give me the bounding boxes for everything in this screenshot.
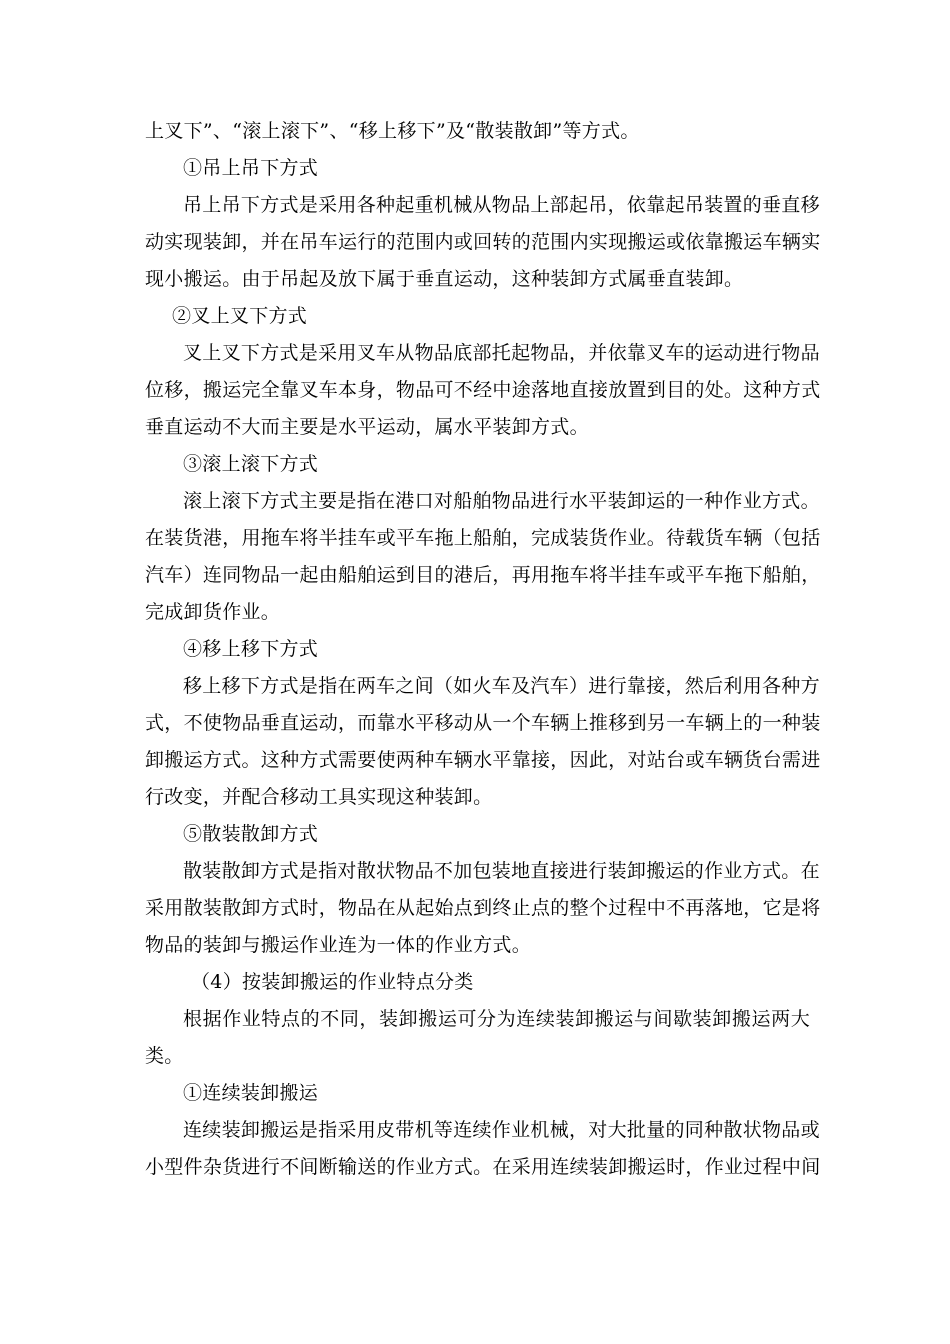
text-line: 连续装卸搬运是指采用皮带机等连续作业机械，对大批量的同种散状物品或 [183, 1119, 820, 1141]
text-line: 采用散装散卸方式时，物品在从起始点到终止点的整个过程中不再落地，它是将 [145, 897, 821, 919]
subheading: ⑤散装散卸方式 [183, 823, 319, 845]
text-line: 卸搬运方式。这种方式需要使两种车辆水平靠接，因此，对站台或车辆货台需进 [145, 749, 821, 771]
subheading: ①连续装卸搬运 [183, 1082, 319, 1104]
text-line: 根据作业特点的不同，装卸搬运可分为连续装卸搬运与间歇装卸搬运两大 [183, 1008, 810, 1030]
subheading: ②叉上叉下方式 [172, 305, 308, 327]
text-line: 动实现装卸，并在吊车运行的范围内或回转的范围内实现搬运或依靠搬运车辆实 [145, 231, 821, 253]
text-line: 移上移下方式是指在两车之间（如火车及汽车）进行靠接，然后利用各种方 [183, 675, 820, 697]
text-line: 汽车）连同物品一起由船舶运到目的港后，再用拖车将半挂车或平车拖下船舶， [145, 564, 821, 586]
text-line: 垂直运动不大而主要是水平运动，属水平装卸方式。 [145, 416, 589, 438]
text-line: 滚上滚下方式主要是指在港口对船舶物品进行水平装卸运的一种作业方式。 [183, 490, 820, 512]
text-line: 物品的装卸与搬运作业连为一体的作业方式。 [145, 934, 532, 956]
text-line: 位移，搬运完全靠叉车本身，物品可不经中途落地直接放置到目的处。这种方式 [145, 379, 821, 401]
section-heading: （4）按装卸搬运的作业特点分类 [191, 971, 474, 993]
text-line: 类。 [145, 1045, 184, 1067]
text-line: 完成卸货作业。 [145, 601, 281, 623]
text-line: 小型件杂货进行不间断输送的作业方式。在采用连续装卸搬运时，作业过程中间 [145, 1156, 821, 1178]
subheading: ①吊上吊下方式 [183, 157, 319, 179]
subheading: ④移上移下方式 [183, 638, 319, 660]
text-line: 叉上叉下方式是采用叉车从物品底部托起物品，并依靠叉车的运动进行物品 [183, 342, 820, 364]
text-line: 在装货港，用拖车将半挂车或平车拖上船舶，完成装货作业。待载货车辆（包括 [145, 527, 821, 549]
text-line: 式，不使物品垂直运动，而靠水平移动从一个车辆上推移到另一车辆上的一种装 [145, 712, 821, 734]
text-line: 现小搬运。由于吊起及放下属于垂直运动，这种装卸方式属垂直装卸。 [145, 268, 744, 290]
text-line: 散装散卸方式是指对散状物品不加包装地直接进行装卸搬运的作业方式。在 [183, 860, 820, 882]
document-page [145, 113, 821, 1186]
text-line: 吊上吊下方式是采用各种起重机械从物品上部起吊，依靠起吊装置的垂直移 [183, 194, 820, 216]
subheading: ③滚上滚下方式 [183, 453, 319, 475]
text-line: 行改变，并配合移动工具实现这种装卸。 [145, 786, 493, 808]
text-line: 上叉下”、“滚上滚下”、“移上移下”及“散装散卸”等方式。 [145, 120, 640, 142]
